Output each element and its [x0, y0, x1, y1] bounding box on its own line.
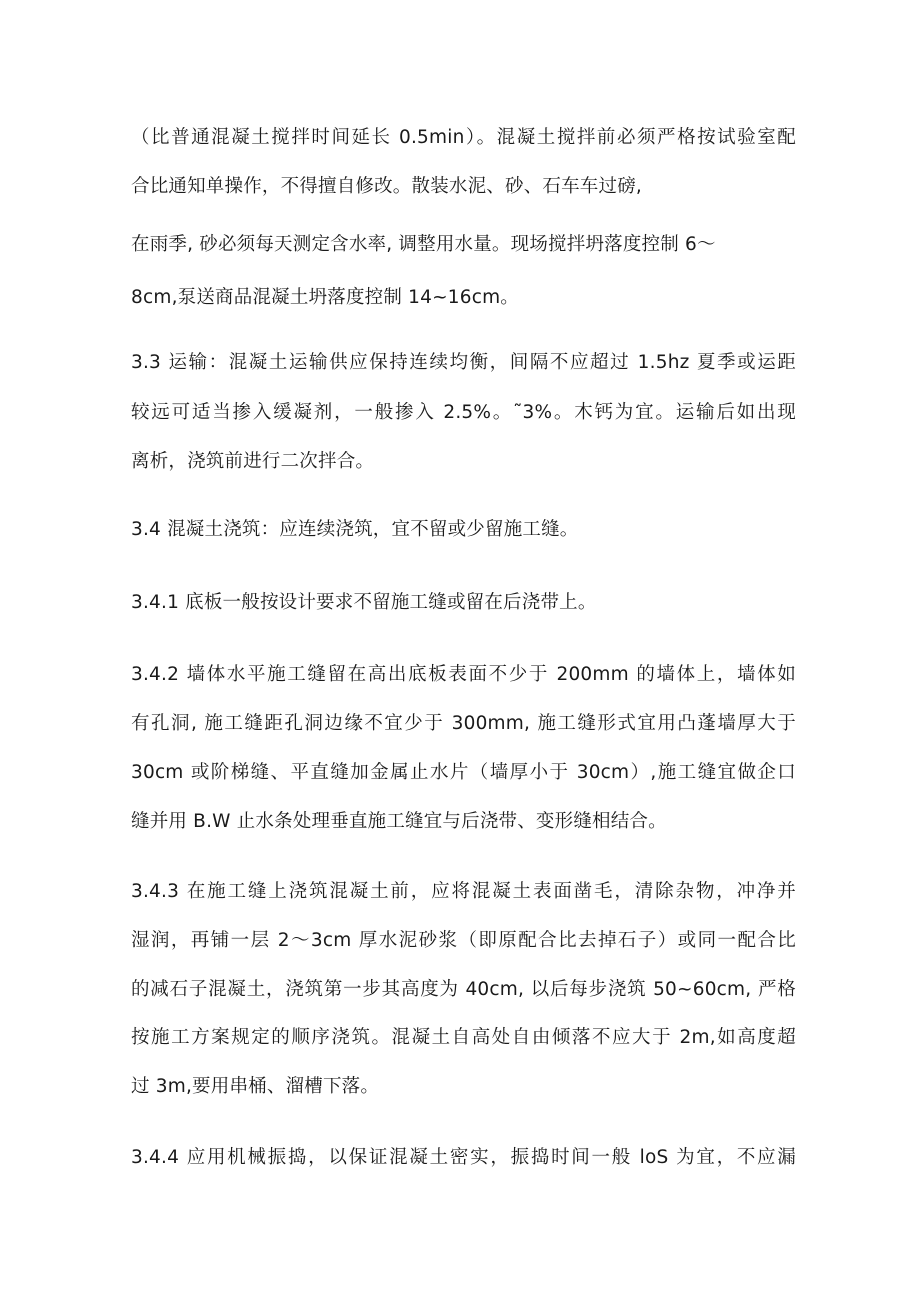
paragraph-line: 合比通知单操作，不得擅自修改。散装水泥、砂、石车车过磅, — [131, 176, 642, 197]
section-3-3-line: 3.3 运输：混凝土运输供应保持连续均衡，间隔不应超过 1.5hz 夏季或运距 — [131, 352, 796, 373]
paragraph-line: 较远可适当掺入缓凝剂，一般掺入 2.5%。˜3%。木钙为宜。运输后如出现 — [131, 402, 796, 423]
section-3-4-4-line: 3.4.4 应用机械振捣，以保证混凝土密实，振捣时间一般 loS 为宜，不应漏 — [131, 1147, 796, 1168]
paragraph-line: 按施工方案规定的顺序浇筑。混凝土自高处自由倾落不应大于 2m,如高度超 — [131, 1027, 796, 1048]
paragraph-line: 缝并用 B.W 止水条处理垂直施工缝宜与后浇带、变形缝相结合。 — [131, 811, 667, 832]
section-3-4-line: 3.4 混凝土浇筑：应连续浇筑，宜不留或少留施工缝。 — [131, 519, 579, 540]
paragraph-line: 30cm 或阶梯缝、平直缝加金属止水片（墙厚小于 30cm）,施工缝宜做企口 — [131, 762, 796, 783]
section-3-4-1-line: 3.4.1 底板一般按设计要求不留施工缝或留在后浇带上。 — [131, 592, 597, 613]
paragraph-line: 8cm,泵送商品混凝土坍落度控制 14~16cm。 — [131, 287, 519, 308]
paragraph-line: 的减石子混凝土，浇筑第一步其高度为 40cm, 以后每步浇筑 50~60cm, 严格 — [131, 979, 796, 1000]
paragraph-line: 有孔洞, 施工缝距孔洞边缘不宜少于 300mm, 施工缝形式宜用凸蓬墙厚大于 — [131, 713, 796, 734]
section-3-4-3-line: 3.4.3 在施工缝上浇筑混凝土前，应将混凝土表面凿毛，清除杂物，冲净并 — [131, 881, 796, 902]
paragraph-line: （比普通混凝土搅拌时间延长 0.5min）。混凝土搅拌前必须严格按试验室配 — [131, 127, 796, 148]
paragraph-line: 在雨季, 砂必须每天测定含水率, 调整用水量。现场搅拌坍落度控制 6～ — [131, 234, 716, 255]
paragraph-line: 离析，浇筑前进行二次拌合。 — [131, 451, 375, 472]
section-3-4-2-line: 3.4.2 墙体水平施工缝留在高出底板表面不少于 200mm 的墙体上，墙体如 — [131, 664, 796, 685]
paragraph-line: 湿润，再铺一层 2～3cm 厚水泥砂浆（即原配合比去掉石子）或同一配合比 — [131, 930, 796, 951]
paragraph-line: 过 3m,要用串桶、溜槽下落。 — [131, 1076, 380, 1097]
